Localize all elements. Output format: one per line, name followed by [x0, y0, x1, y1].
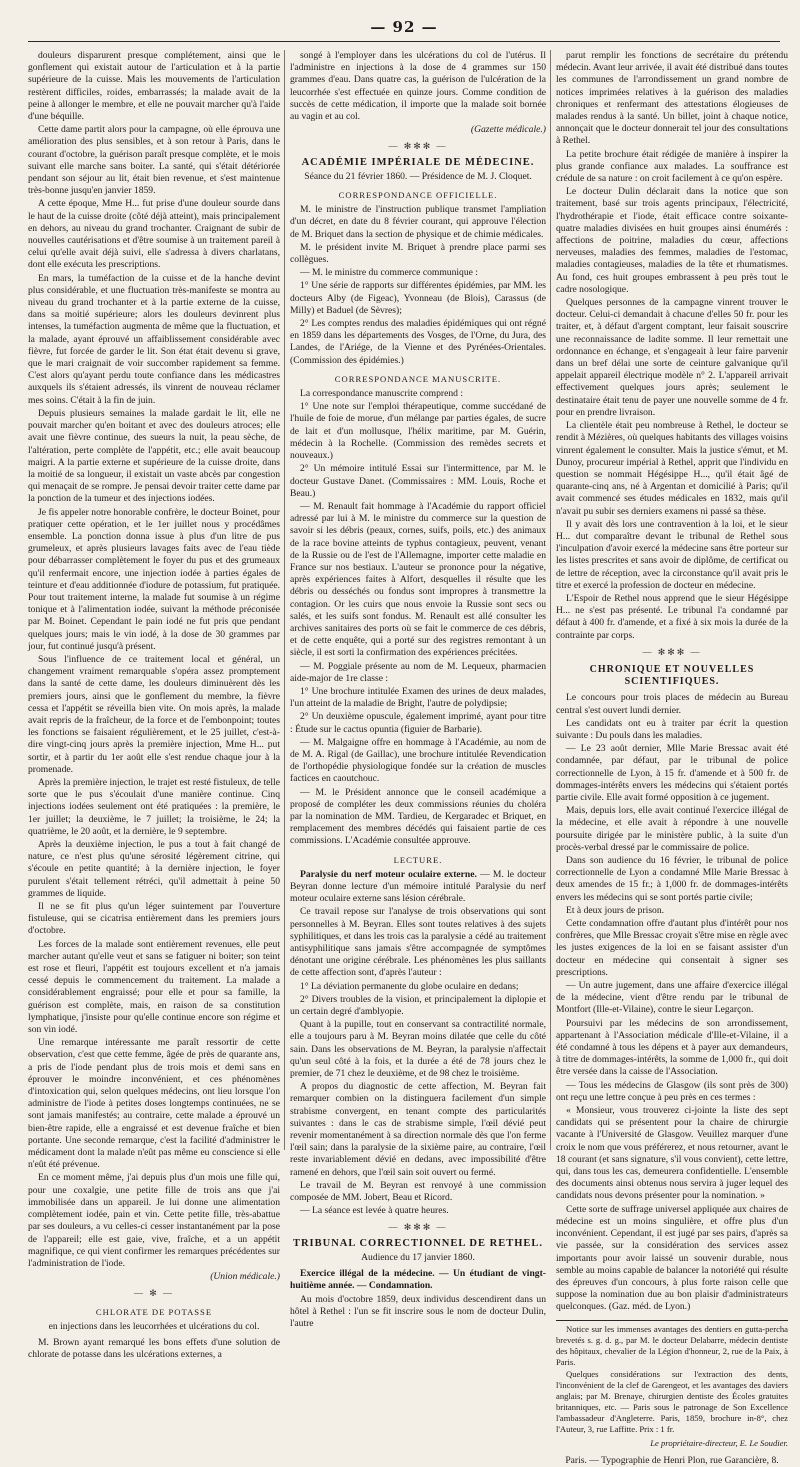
source-citation: (Gazette médicale.) — [470, 124, 546, 136]
paragraph: — Le 23 août dernier, Mlle Marie Bressac avait été condamnée, par défaut, par le tribunal de police correctionnelle de Lyon, à 15 fr. d'amende et à 500 fr. de dommages-intérêts envers les médecins qui s'étaient portés partie civile. Elle avait formé opposition à ce jugement. — [556, 743, 788, 803]
paragraph: Le docteur Dulin déclarait dans la notice que son traitement, basé sur trois agents principaux, l'électricité, l'hydrothérapie et l'iode, était efficace contre soixante-quatre maladies divisées en huit groupes ainsi énumérés : affections de poitrine, maladies du cœur, affections nerveuses, maladies des femmes, maladies de l'estomac, maladies contagieuses, maladies de la tête et rhumatismes. Au fond, ces huit groupes embrassent à peu près tout le cadre nosologique. — [556, 186, 788, 295]
paragraph: Poursuivi par les médecins de son arrondissement, appartenant à l'Association médicale d'Ille-et-Vilaine, il a été condamné à tous les dépens et à payer aux demandeurs, à titre de dommages-intérêts, la somme de 1,000 fr., qui doit être versée dans la caisse de l'Association. — [556, 1017, 788, 1078]
paragraph: — La séance est levée à quatre heures. — [300, 1205, 449, 1217]
article-title: CHLORATE DE POTASSE — [95, 1306, 213, 1317]
paragraph: M. le ministre de l'instruction publique transmet l'ampliation d'un décret, en date du 8 février courant, qui approuve l'élection de M. Briquet dans la section de physique et de chimie médicales. — [290, 204, 546, 240]
paragraph: Depuis plusieurs semaines la malade gardait le lit, elle ne pouvait marcher qu'en boitant et avec des douleurs atroces; elle avait une fièvre continue, des sueurs la nuit, la peau sèche, de l'altération, perte complète de l'appétit, etc.; elle avait beaucoup maigri. A la partie externe et supérieure de la cuisse droite, dans la moitié de sa longueur, il existait un vaste abcès par congestion qui menaçait de se rompre. Je pensai devoir traiter cette dame par la ponction de la tumeur et des injections iodées. — [28, 407, 280, 505]
printer-imprint: Paris. — Typographie de Henri Plon, rue Garancière, 8. — [565, 1454, 779, 1466]
paragraph: — M. Renault fait hommage à l'Académie du rapport officiel adressé par lui à M. le ministre du commerce sur la question de savoir si les débris (peaux, cornes, suifs, poils, etc.) des animaux de la race bovine atteints de typhus contagieux, peuvent, venant de la Russie ou de l'est de l'Allemagne, importer cette maladie en France sur nos bestiaux. L'auteur se prononce pour la négative, après expériences faites à Alfort, desquelles il résulte que les débris ou desséchés ou fondus sont impropres à transmettre la contagion. Or les cuirs que nous envoie la Russie sont secs ou salés, et les suifs sont fondus. M. Renault est allé consulter les archives sanitaires des ports où se fait le commerce de ces débris, et de cette enquête, qui a porté sur des registres remontant à un siècle, il est sorti la confirmation des expériences précitées. — [290, 500, 546, 659]
paragraph: En mars, la tuméfaction de la cuisse et de la hanche devint plus considérable, et une fluctuation très-manifeste se montra au niveau du grand trochanter et à la partie externe de la cuisse, dans sa moitié supérieure; alors les douleurs devinrent plus intenses, la tuméfaction augmenta de même que la fluctuation, et la malade, ayant éprouvé un affaiblissement considérable avec fièvre, fut forcée de garder le lit. Son état était devenu si grave, que le mari craignait de voir succomber rapidement sa femme. C'est alors qu'ayant perdu toute confiance dans les médicastres auxquels ils s'étaient adressés, ils vinrent de nouveau réclamer mes soins. C'était à la fin de juin. — [28, 272, 280, 406]
paragraph: Le concours pour trois places de médecin au Bureau central s'est ouvert lundi dernier. — [556, 692, 788, 716]
paragraph: Je fis appeler notre honorable confrère, le docteur Boinet, pour pratiquer cette opération, et le 1er juillet nous y procédâmes ensemble. La ponction donna issue à plus d'un litre de pus grumeleux, et après plusieurs lavages faits avec de l'eau tiède pour débarrasser complètement le foyer du pus et des grumeaux qu'il renfermait encore, une injection iodée à parties égales de teinture et d'eau additionnée d'iodure de potassium, fut pratiquée. Pour tout traitement interne, la malade fut soumise à un régime tonique et à l'alimentation iodée, suivant la méthode préconisée par M. Boinet. Cependant le pain iodé ne fut pris que pendant quelques jours; mais le vin iodé, à la dose de 30 grammes par jour, fut continué jusqu'à présent. — [28, 506, 280, 652]
article-subtitle: en injections dans les leucorrhées et ulcérations du col. — [48, 1320, 260, 1332]
paragraph: M. Brown ayant remarqué les bons effets d'une solution de chlorate de potasse dans les ulcérations externes, a — [28, 1336, 280, 1361]
paragraph: Il ne se fit plus qu'un léger suintement par l'ouverture fistuleuse, qui se cicatrisa entièrement dans les premiers jours d'octobre. — [28, 901, 280, 937]
paragraph: La correspondance manuscrite comprend : — [300, 388, 464, 400]
paragraph: Ce travail repose sur l'analyse de trois observations qui sont personnelles à M. Beyran. Elles sont toutes relatives à des sujets syphilitiques, et dans les trois cas la paralysie a cédé au traitement antisyphilitique sans jamais s'être accompagnée de symptômes dénotant une origine cérébrale. Les phénomènes les plus saillants de cette affection sont, d'après l'auteur : — [290, 906, 546, 979]
paragraph: La clientèle était peu nombreuse à Rethel, le docteur se rendit à Mézières, où quelques habitants des villages voisins vinrent également le consulter. Mais la justice s'émut, et M. Dunoy, procureur impérial à Rethel, apprit que l'individu en question se nommait Hégésippe H..., qu'il était âgé de quarante-cinq ans, né à Argentan et domicilié à Paris; qu'il avait commencé ses études médicales en 1832, mais qu'il n'avait pu subir ses derniers examens ni passé sa thèse. — [556, 420, 788, 517]
paragraph: — M. le Président annonce que le conseil académique a proposé de compléter les deux commissions réunies du choléra par la nomination de MM. Tardieu, de Kergaradec et Briquet, en remplacement des membres décédés qui faisaient partie de ces commissions. L'Académie consultée approuve. — [290, 786, 546, 847]
paragraph: — Un autre jugement, dans une affaire d'exercice illégal de la médecine, vient d'être rendu par le tribunal de Montfort (Ille-et-Vilaine), contre le sieur Legarçon. — [556, 980, 788, 1016]
paragraph: 1° Une brochure intitulée Examen des urines de deux malades, l'un atteint de la maladie de Bright, l'autre de polydipsie; — [290, 685, 546, 710]
paragraph: Quant à la pupille, tout en conservant sa contractilité normale, elle a toujours paru à M. Beyran moins dilatée que celle du côté sain. Dans les observations de M. Beyran, la paralysie n'affectait qu'un seul côté à la fois, et la durée a été de 78 jours chez le premier, de 71 chez le deuxième, et de 98 chez le troisième. — [290, 1019, 546, 1080]
column-middle — [290, 50, 546, 1329]
paragraph: 2° Divers troubles de la vision, et principalement la diplopie et un certain degré d'amblyopie. — [290, 993, 546, 1018]
paragraph: M. le président invite M. Briquet à prendre place parmi ses collègues. — [290, 241, 546, 266]
paragraph: Le travail de M. Beyran est renvoyé à une commission composée de MM. Jobert, Beau et Ricord. — [290, 1179, 546, 1204]
column-rule — [284, 50, 285, 1150]
paragraph: Dans son audience du 16 février, le tribunal de police correctionnelle de Lyon a condamné Mlle Marie Bressac à deux amendes de 15 fr.; à 1,000 fr. de dommages-intérêts envers les médecins qui se sont portés partie civile; — [556, 855, 788, 903]
page-number: — 92 — — [370, 18, 438, 36]
ornament-divider: — ✻✻✻ — — [388, 1222, 448, 1233]
section-title: ACADÉMIE IMPÉRIALE DE MÉDECINE. — [301, 156, 535, 168]
paragraph: Il y avait dès lors une contravention à la loi, et le sieur H... dut comparaître devant le tribunal de Rethel sous l'inculpation d'avoir exercé la médecine sans être porteur sur les listes prescrites et sans avoir de diplôme, de certificat ou de lettre de réception, avec la circonstance qu'il avait pris le titre et exercé la profession de docteur en médecine. — [556, 518, 789, 591]
column-left — [28, 50, 280, 1361]
lead-in: Paralysie du nerf moteur oculaire externe. — [300, 868, 477, 880]
subsection-title: LECTURE. — [393, 854, 443, 865]
ornament-divider: — ✻✻✻ — — [642, 646, 702, 657]
paragraph: Cette condamnation offre d'autant plus d'intérêt pour nos confrères, que Mlle Bressac croyait s'être mise en règle avec les justes exigences de la loi en se faisant assister d'un docteur en médecine qui consentait à signer ses prescriptions. — [556, 918, 788, 978]
paragraph: A propos du diagnostic de cette affection, M. Beyran fait remarquer combien on la distinguera facilement d'un simple strabisme convergent, en tenant compte des particularités suivantes : dans le cas de strabisme simple, l'œil dévié peut revenir momentanément à sa direction normale dès que l'on ferme l'œil sain; dans la paralysie de la sixième paire, au contraire, l'œil reste invariablement dévié en dedans, avec impossibilité d'être ramené en dehors, que l'œil sain soit ouvert ou fermé. — [290, 1081, 546, 1178]
paragraph: 1° Une série de rapports sur différentes épidémies, par MM. les docteurs Alby (de Figeac), Yvonneau (de Blois), Carassus (de Milly) et Baduel (de Sèvres); — [290, 280, 546, 316]
paragraph: A cette époque, Mme H... fut prise d'une douleur sourde dans le haut de la cuisse droite (côté déjà atteint), mais principalement en dehors, au niveau du grand trochanter. Craignant de subir de nouvelles cautérisations et d'être soumise à un traitement pareil à celui qu'elle avait déjà suivi, elle s'adressa à divers charlatans, dont elle exécuta les prescriptions. — [28, 198, 280, 271]
paragraph: Après la première injection, le trajet est resté fistuleux, de telle sorte que le pus s'écoulait d'une manière continue. Cinq injections iodées seulement ont été pratiquées : la première, le 1er juillet; la deuxième, le 7 juillet; la troisième, le 24; la quatrième, le 20 août, et la dernière, le 9 septembre. — [28, 776, 280, 837]
notice: Notice sur les immenses avantages des dentiers en gutta-percha brevetés s. g. d. g., par M. le docteur Delabarre, médecin dentiste des hôpitaux, chevalier de la Légion d'honneur, 2, rue de la Paix, à Paris. — [556, 1323, 788, 1367]
paragraph: parut remplir les fonctions de secrétaire du prétendu médecin. Avant leur arrivée, il avait été distribué dans toutes les communes de l'arrondissement un grand nombre de notices imprimées relatives à la guérison des maladies chroniques et renfermant des attestations élogieuses de malades rendus à la santé. Un billet, joint à chaque notice, annonçait que le docteur donnerait tel jour des consultations à Rethel. — [556, 50, 788, 147]
subsection-title: CORRESPONDANCE MANUSCRITE. — [334, 373, 502, 384]
paragraph: 2° Un mémoire intitulé Essai sur l'intermittence, par M. le docteur Gustave Danet. (Commissaires : MM. Louis, Roche et Beau.) — [290, 463, 546, 499]
source-citation: (Union médicale.) — [210, 1271, 280, 1283]
paragraph: Une remarque intéressante me paraît ressortir de cette observation, c'est que cette femme, âgée de près de quarante ans, a pris de l'iode pendant plus de trois mois et demi sans en éprouver le moindre inconvénient, et ces phénomènes d'intoxication qui, selon quelques médecins, ont lieu lorsque l'on administre de l'iode à petites doses longtemps continuées, ne se sont jamais manifestés; au contraire, cette malade a éprouvé un bien-être rapide, elle a engraissé et est devenue fraîche et bien portante. Une seconde remarque, c'est la facilité d'administrer le médicament dont la malade n'eût pas même eu conscience si elle n'eût été prévenue. — [28, 1037, 280, 1171]
paragraph: douleurs disparurent presque complétement, ainsi que le gonflement qui existait autour de l'articulation et à la partie supérieure de la cuisse. Mais les mouvements de l'articulation restèrent difficiles, roides, embarrassés; la malade avait de la peine à allonger le membre, et elle ne pouvait marcher qu'à l'aide d'une béquille. — [28, 50, 280, 123]
paragraph: Les candidats ont eu à traiter par écrit la question suivante : Du pouls dans les maladies. — [556, 717, 788, 741]
page-header — [28, 12, 780, 42]
paragraph: Au mois d'octobre 1859, deux individus descendirent dans un hôtel à Rethel : l'un se fit inscrire sous le nom de docteur Dulin, l'autre — [290, 1293, 546, 1329]
paragraph: En ce moment même, j'ai depuis plus d'un mois une fille qui, pour une coxalgie, une petite fille de trois ans que j'ai immobilisée dans un appareil. Je lui donne une alimentation complètement iodée, pain et vin. Cette petite fille, très-abattue par ses douleurs, a vu celles-ci cesser instantanément par la pose de l'appareil; elle est gaie, vive, fraîche, et a un appétit magnifique, ce qui vient confirmer les remarques précédentes sur l'administration de l'iode. — [28, 1172, 280, 1269]
paragraph: « Monsieur, vous trouverez ci-jointe la liste des sept candidats qui se présentent pour la chaire de chirurgie vacante à l'Université de Glasgow. Veuillez marquer d'une croix le nom que vous préférerez, et nous retourner, avant le 18 courant (et sans signature, s'il vous convient), cette lettre, qui, dans tous les cas, demeurera confidentielle. L'ensemble des documents ainsi obtenus nous servira à juger lequel des candidats nous devons présenter pour la nomination. » — [556, 1105, 788, 1202]
paragraph: La petite brochure était rédigée de manière à inspirer la plus grande confiance aux malades. La souffrance est crédule de sa nature : on croit facilement à ce qu'on espère. — [556, 148, 788, 185]
column-rule — [550, 50, 551, 1150]
paragraph: songé à l'employer dans les ulcérations du col de l'utérus. Il l'administre en injections à la dose de 4 grammes sur 150 grammes d'eau. Dans quatre cas, la guérison de l'ulcération de la leucorrhée s'est effectuée en quinze jours. Comme condition de succès de cette médication, il importe que la malade soit bornée au vagin et au col. — [290, 50, 546, 123]
paragraph: — M. Malgaigne offre en hommage à l'Académie, au nom de de M. A. Rigal (de Gaillac), une brochure intitulée Revendication de l'orthopédie physiologique fondée sur la création de muscles factices en caoutchouc. — [290, 736, 546, 785]
ornament-divider: — ✻ — — [133, 1288, 175, 1299]
paragraph: 2° Les comptes rendus des maladies épidémiques qui ont régné en 1859 dans les départements des Vosges, de l'Orne, du Jura, des Landes, de l'Ariége, de la Vienne et des Pyrénées-Orientales. (Commission des épidémies.) — [290, 318, 546, 366]
paragraph-text: — M. le docteur Beyran donne lecture d'un mémoire intitulé Paralysie du nerf moteur oculaire externe sans lésion cérébrale. — [290, 868, 546, 905]
paragraph: — Tous les médecins de Glasgow (ils sont près de 300) ont reçu une lettre conçue à peu près en ces termes : — [556, 1079, 788, 1103]
paragraph: 1° La déviation permanente du globe oculaire en dedans; — [300, 980, 519, 992]
paragraph: — M. Poggiale présente au nom de M. Lequeux, pharmacien aide-major de 1re classe : — [290, 660, 546, 684]
paragraph: 2° Un deuxième opuscule, également imprimé, ayant pour titre : Étude sur le cactus opuntia (figuier de Barbarie). — [290, 711, 546, 735]
paragraph: Les forces de la malade sont entièrement revenues, elle peut marcher autant qu'elle veut et sans se fatiguer ni boiter; son teint est rose et fleuri, l'appétit est toujours excellent et n'a jamais cessé depuis le commencement du traitement. La malade a considérablement engraissé; pour elle et pour sa famille, la guérison est complète, mais, en raison de sa constitution lymphatique, j'insiste pour qu'elle continue encore son régime et son vin iodé. — [28, 938, 280, 1036]
paragraph: L'Espoir de Rethel nous apprend que le sieur Hégésippe H... ne s'est pas présenté. Le tribunal l'a condamné par défaut à 400 fr. d'amende, et a fixé à six mois la durée de la contrainte par corps. — [556, 592, 788, 641]
paragraph: Cette dame partit alors pour la campagne, où elle éprouva une amélioration des plus sensibles, et à son retour à Paris, dans le courant d'octobre, la guérison paraît presque complète, et le mois suivant elle marche sans boiter. La santé, qui s'était détériorée pendant son séjour au lit, était bien revenue, et s'est maintenue très-bonne jusqu'en janvier 1859. — [28, 124, 280, 197]
advertisement-notices — [556, 1320, 788, 1435]
subsection-title: CORRESPONDANCE OFFICIELLE. — [338, 190, 498, 201]
paragraph: Quelques personnes de la campagne vinrent trouver le docteur. Celui-ci demandait à chacune d'elles 50 fr. pour les traiter, et, à défaut d'argent comptant, leur faisait souscrire une reconnaissance de ladite somme. Il leur remettait une ordonnance en échange, et s'engageait à leur faire parvenir dans un bref délai une sorte de ceinture galvanique qu'il appelait appareil électrique modèle n° 2. L'appareil arrivait effectivement quelques jours après; seulement le destinataire était tenu de payer une nouvelle somme de 4 fr. pour en prendre livraison. — [556, 297, 788, 418]
section-title: CHRONIQUE ET NOUVELLES SCIENTIFIQUES. — [589, 663, 755, 688]
paragraph: Et à deux jours de prison. — [566, 904, 665, 916]
session-line: Séance du 21 février 1860. — Présidence de M. J. Cloquet. — [304, 170, 532, 182]
paragraph: Cette sorte de suffrage universel appliquée aux chaires de médecine est un moins singulière, et offre plus d'un inconvénient. Cependant, il est jugé par ses pairs, d'après sa vie passée, sur la considération des services assez importants pour avoir laissé un souvenir durable, nous semble au moins capable de balancer la notoriété qui résulte des épreuves d'un concours, à plus forte raison celle que suppose la nomination due au bon plaisir d'administrateurs quelconques. (Gaz. méd. de Lyon.) — [556, 1203, 788, 1313]
publisher-line: Le propriétaire-directeur, E. Le Soudier. — [650, 1437, 788, 1448]
column-right — [556, 50, 789, 1466]
notice: Quelques considérations sur l'extraction des dents, l'inconvénient de la clef de Garengeot, et les avantages des daviers anglais; par M. Brenaye, chirurgien dentiste des Écoles gratuites britanniques, etc. — Paris sous le patronage de Son Excellence l'ambassadeur d'Angleterre. Paris, 1859, brochure in-8°, chez l'Auteur, 3, rue Laffitte. Prix : 1 fr. — [556, 1368, 788, 1434]
paragraph: Après la deuxième injection, le pus a tout à fait changé de nature, ce n'est plus qu'une sérosité légèrement citrine, qui s'écoule en petite quantité; à la dernière injection, le foyer purulent s'était tellement rétréci, qu'il admettait à peine 50 grammes de liquide. — [28, 839, 280, 899]
ornament-divider: — ✻✻✻ — — [388, 141, 448, 152]
paragraph: 1° Une note sur l'emploi thérapeutique, comme succédané de l'huile de foie de morue, d'un mélange par parties égales, de sucre de lait et d'un mollusque, l'hélix maritime, par M. Guérin, médecin à la Rochelle. (Commission des remèdes secrets et nouveaux.) — [290, 401, 546, 462]
section-title: TRIBUNAL CORRECTIONNEL DE RETHEL. — [292, 1237, 544, 1249]
session-line: Audience du 17 janvier 1860. — [361, 1251, 475, 1263]
paragraph — [290, 869, 546, 906]
paragraph: — M. le ministre du commerce communique : — [300, 267, 478, 279]
paragraph: Mais, depuis lors, elle avait continué l'exercice illégal de la médecine, et elle avait à répondre à une nouvelle poursuite dirigée par le ministère public, à la suite d'un procès-verbal dressé par le commissaire de police. — [556, 805, 788, 853]
paragraph-lead: Exercice illégal de la médecine. — Un étudiant de vingt-huitième année. — Condamnation. — [290, 1268, 546, 1292]
paragraph: Sous l'influence de ce traitement local et général, un changement vraiment remarquable s'opéra assez promptement dans la santé de cette dame, les douleurs diminuèrent dès les premiers jours, ainsi que le gonflement du membre, la fièvre cessa et l'appétit se réveilla bien vite. On mois après, la malade avait repris de la fraîcheur, de la force et de l'embonpoint; toutes les fonctions se faisaient régulièrement, et le 25 juillet, c'est-à-dire vingt-cinq jours après la première injection, Mme H... put sortir, et à partir du 1er août elle s'est rendue chaque jour à la promenade. — [28, 653, 280, 775]
